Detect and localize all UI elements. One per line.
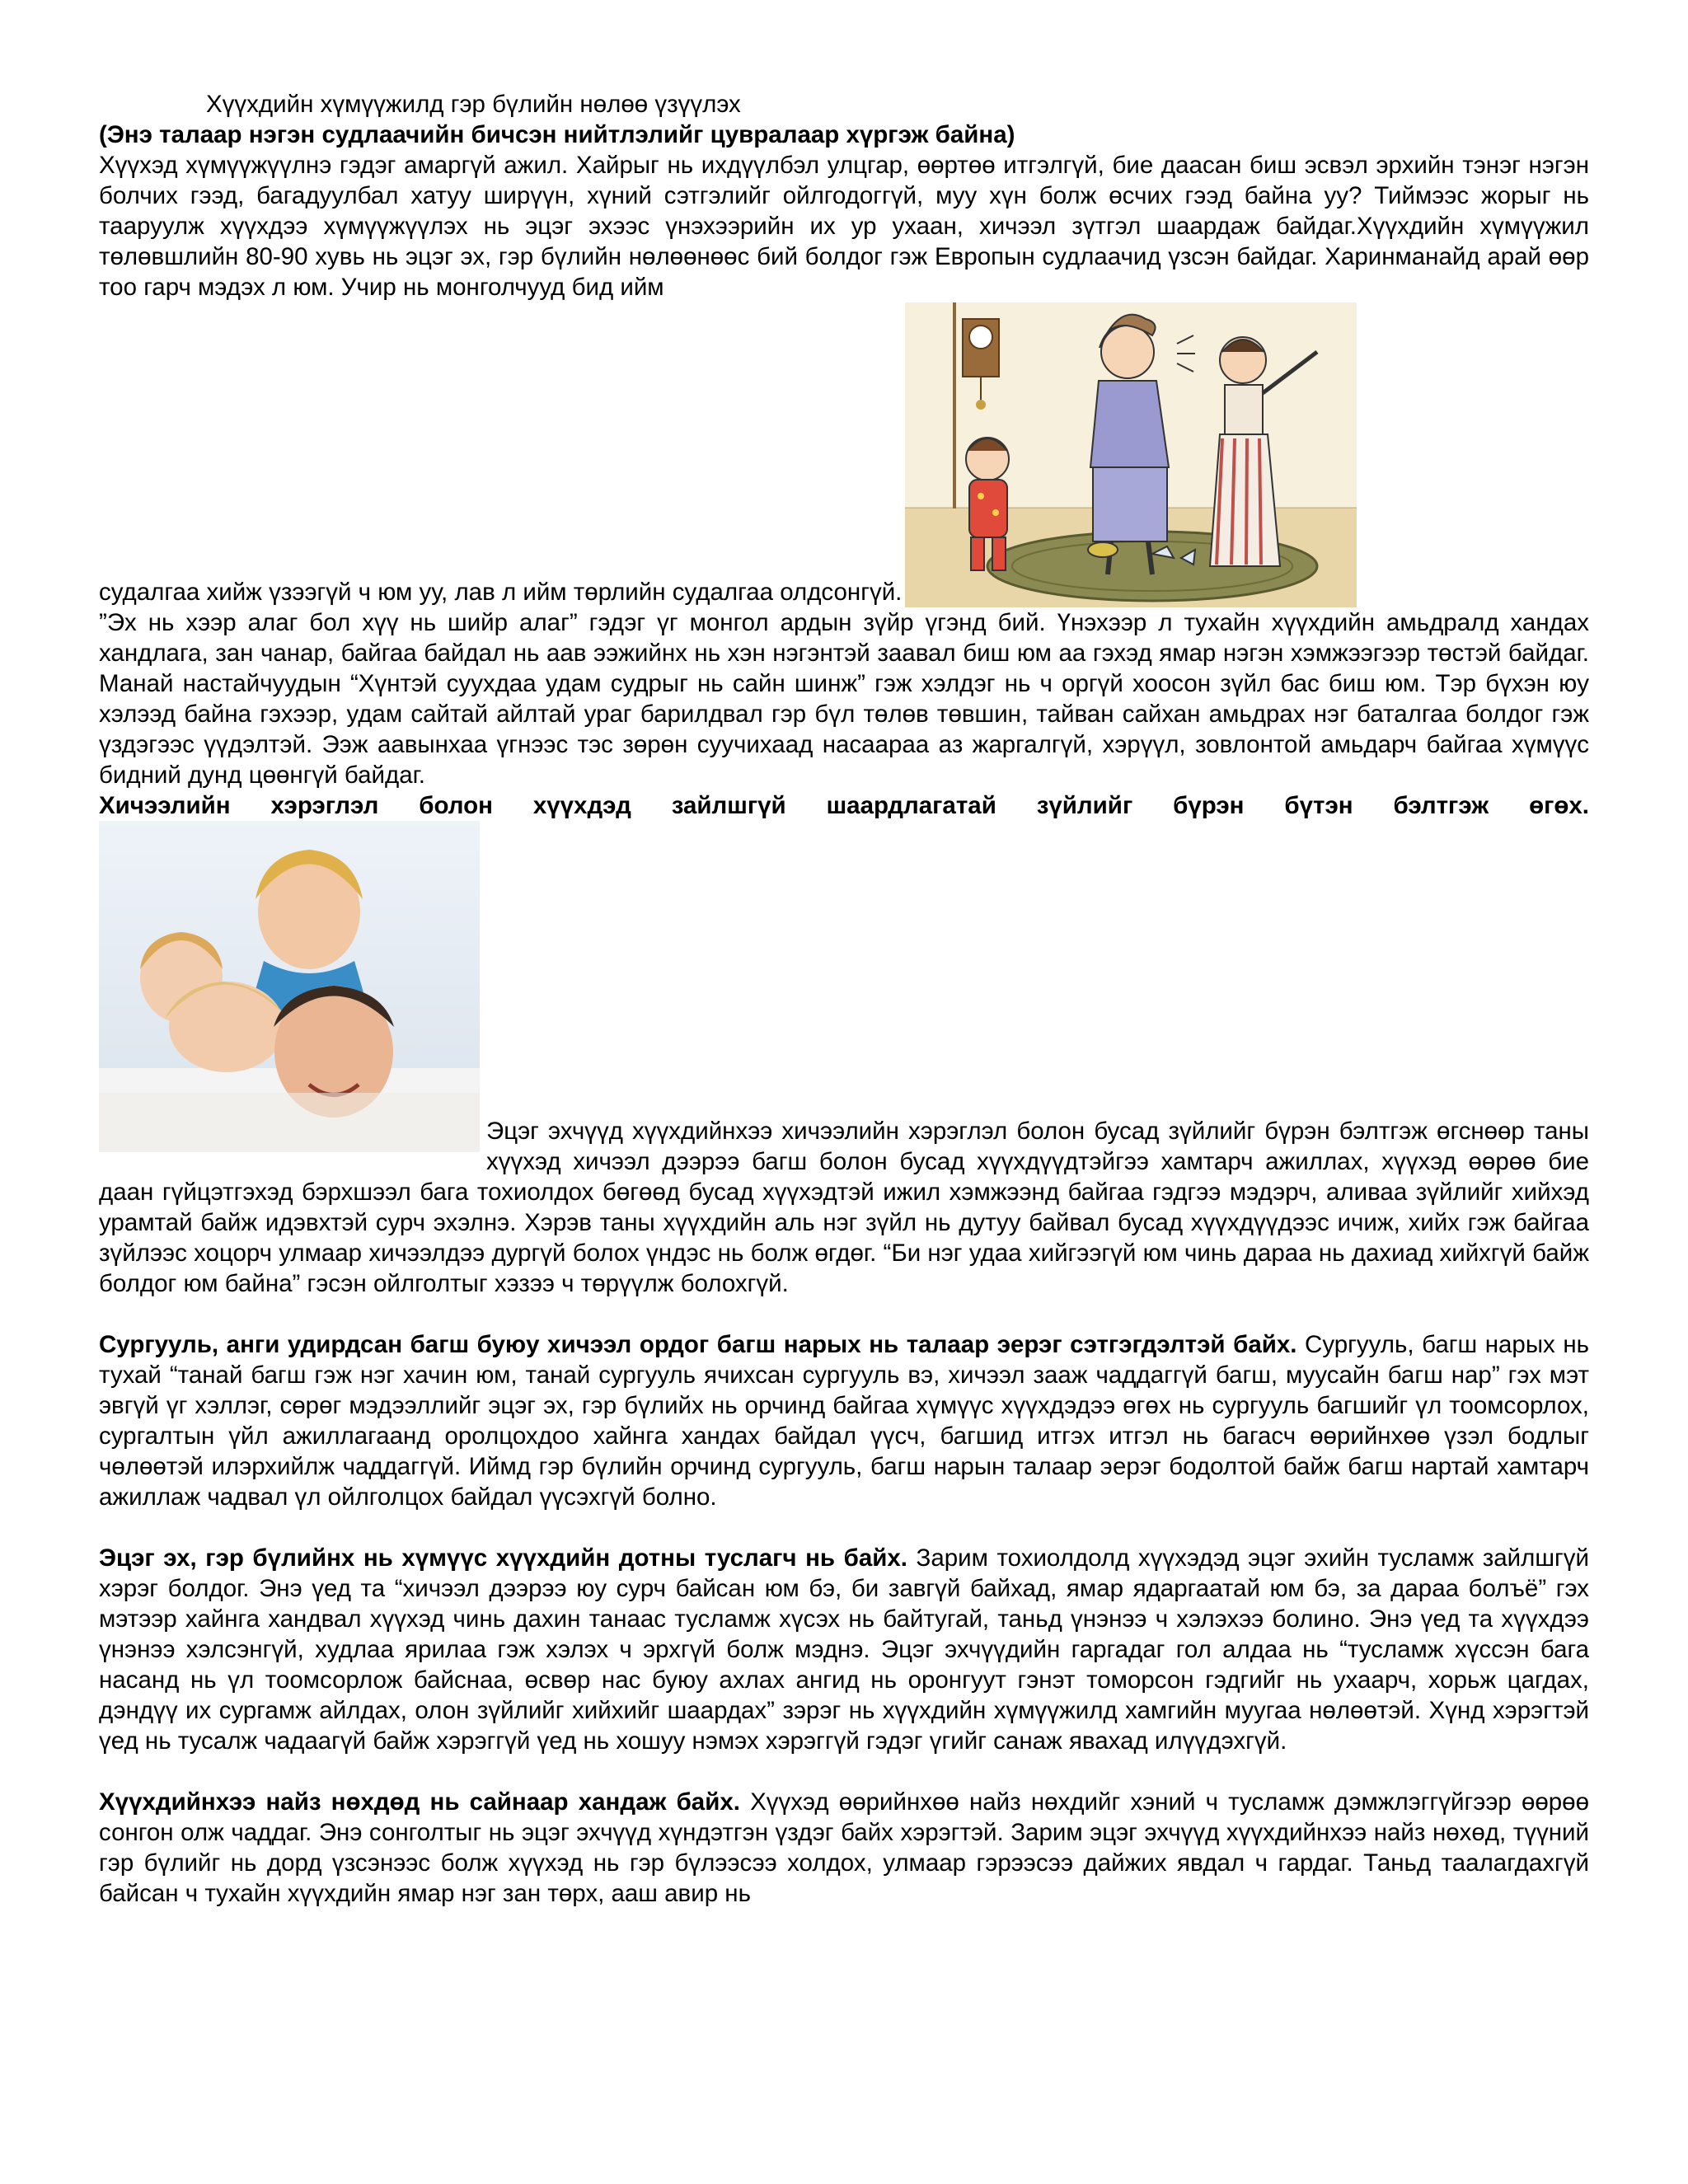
intro-paragraph: Хүүхэд хүмүүжүүлнэ гэдэг амаргүй ажил. Хайрыг нь ихдүүлбэл улцгар, өөртөө итгэлгүй, бие даасан биш эсвэл эрхийн тэнэг нэгэн болчих гээд, багадуулбал хатуу ширүүн, хүний сэтгэлийг ойлгодоггүй, муу хүн болж өсчих гээд байна уу? Тиймээс жорыг нь тааруулж хүүхдээ хүмүүжүүлэх нь эцэг эхээс үнэхээрийн их ур ухаан, хичээл зүтгэл шаардаж байдаг.Хүүхдийн хүмүүжил төлөвшлийн 80-90 хувь нь эцэг эх, гэр бүлийн нөлөөнөөс бий болдог гэж Европын судлаачид үзсэн байдаг. Харинманайд арай өөр тоо гарч мэдэх л юм. Учир нь монголчууд бид ийм [99,152,1589,301]
article-title: Хүүхдийн хүмүүжилд гэр бүлийн нөлөө үзүүлэх [206,91,741,118]
section4-paragraph [99,1787,1589,1909]
section4-heading: Хүүхдийнхээ найз нөхдөд нь сайнаар хандаж байх. [99,1788,740,1816]
photo-wrap [99,821,1589,1299]
intro-end-text: судалгаа хийж үзээгүй ч юм уу, лав л ийм төрлийн судалгаа олдсонгүй. [99,579,903,606]
happy-family-photo-image [99,821,480,1152]
section1-heading-text: Хичээлийн хэрэглэл болон хүүхдэд зайлшгүй шаардлагатай зүйлийг бүрэн бүтэн бэлтгэж өгөх. [99,792,1589,819]
section2-paragraph [99,1329,1589,1512]
document-page [99,89,1589,1909]
section2-heading: Сургууль, анги удирдсан багш буюу хичээл ордог багш нарых нь талаар эерэг сэтгэгдэлтэй байх. [99,1331,1297,1358]
section4-text: Хүүхэд өөрийнхөө найз нөхдийг хэний ч тусламж дэмжлэггүйгээр өөрөө сонгон олж чаддаг. Энэ сонголтыг нь эцэг эхчүүд хүндэтгэн үздэг байх хэрэгтэй. Зарим эцэг эхчүүд хүүхдийнхээ найз нөхөд, түүний гэр бүлийг нь дорд үзсэнээс болж хүүхэд нь гэр бүлээсээ холдох, улмаар гэрээсээ дайжих явдал ч гардаг. Таньд таалагдахгүй байсан ч тухайн хүүхдийн ямар нэг зан төрх, ааш авир нь [99,1788,1589,1907]
article-subtitle: (Энэ талаар нэгэн судлаачийн бичсэн нийтлэлийг цувралаар хүргэж байна) [99,121,1015,148]
section2-text: Сургууль, багш нарых нь тухай “танай багш гэж нэг хачин юм, танай сургууль ячихсан сургууль вэ, хичээл зааж чаддаггүй багш, муусайн багш нар” гэх мэт эвгүй үг хэллэг, сөрөг мэдээллийг эцэг эх, гэр бүлийх нь орчинд байгаа хүмүүс хүүхдэдээ өгөх нь сургууль багшийг үл тоомсорлох, сургалтын үйл ажиллагаанд оролцохдоо хайнга хандах байдал үүсч, багшид итгэх итгэл нь багасч өөрийнхөө үзэл бодлыг чөлөөтэй илэрхийлж чаддаггүй. Иймд гэр бүлийн орчинд сургууль, багш нарын талаар эерэг бодолтой байж багш нартай хамтарч ажиллаж чадвал үл ойлголцох байдал үүсэхгүй болно. [99,1331,1589,1511]
proverb-paragraph: ”Эх нь хээр алаг бол хүү нь шийр алаг” гэдэг үг монгол ардын зүйр үгэнд бий. Үнэхээр л тухайн хүүхдийн амьдралд хандах хандлага, зан чанар, байгаа байдал нь аав ээжийнх нь хэн нэгэнтэй заавал биш юм аа гэхэд ямар нэгэн хэмжээгээр төстэй байдаг. Манай настайчуудын “Хүнтэй суухдаа удам судрыг нь сайн шинж” гэж хэлдэг нь ч оргүй хоосон зүйл бас биш юм. Тэр бүхэн юу хэлээд байна гэхээр, удам сайтай айлтай ураг барилдвал гэр бүл төлөв төвшин, тайван сайхан амьдрах нэг баталгаа болдог гэж үздэгээс үүдэлтэй. Ээж аавынхаа үгнээс тэс зөрөн суучихаад насаараа аз жаргалгүй, хэрүүл, зовлонтой амьдарч байгаа хүмүүс бидний дунд цөөнгүй байдаг. [99,609,1589,789]
section3-heading: Эцэг эх, гэр бүлийнх нь хүмүүс хүүхдийн дотны туслагч нь байх. [99,1544,907,1572]
section3-paragraph [99,1543,1589,1756]
section3-text: Зарим тохиолдолд хүүхэдэд эцэг эхийн тусламж зайлшгүй хэрэг болдог. Энэ үед та “хичээл дээрээ юу сурч байсан юм бэ, би завгүй байхад, ямар ядаргаатай юм бэ, за дараа болъё” гэх мэтээр хайнга хандвал хүүхэд чинь дахин танаас тусламж хүсэх нь байтугай, таньд үнэнээ ч хэлэхээ болино. Энэ үед та хүүхдээ үнэнээ хэлсэнгүй, худлаа ярилаа гэж хэлэх ч эрхгүй болж мэднэ. Эцэг эхчүүдийн гаргадаг гол алдаа нь “тусламж хүссэн бага насанд нь үл тоомсорлож байснаа, өсвөр нас буюу ахлах ангид нь оронгуут гэнэт томорсон гэдгийг нь ухаарч, хорьж цагдах, дэндүү их сургамж айлдах, олон зүйлийг хийхийг шаардах” зэрэг нь хүүхдийн хүмүүжилд хамгийн муугаа нөлөөтэй. Хүнд хэрэгтэй үед нь тусалж чадаагүй байж хэрэггүй үед нь хошуу нэмэх хэрэггүй гэдэг үгийг санаж явахад илүүдэхгүй. [99,1544,1589,1755]
cartoon-family-argument-image [905,302,1357,607]
section1-heading [99,790,1589,821]
cartoon-figure-row [99,302,1589,607]
section1-paragraph: Эцэг эхчүүд хүүхдийнхээ хичээлийн хэрэглэл болон бусад зүйлийг бүрэн бэлтгэж өгснөөр таны хүүхэд хичээл дээрээ багш болон бусад хүүхдүүдтэйгээ хамтарч ажиллах, хүүхэд өөрөө бие даан гүйцэтгэхэд бэрхшээл бага тохиолдох бөгөөд бусад хүүхэдтэй ижил хэмжээнд байгаа гэдгээ мэдэрч, аливаа зүйлийг хийхэд урамтай байж идэвхтэй сурч эхэлнэ. Хэрэв таны хүүхдийн аль нэг зүйл нь дутуу байвал бусад хүүхдүүдээс ичиж, хийх гэж байгаа зүйлээс хоцорч улмаар хичээлдээ дургүй болох үндэс нь болж өгдөг. “Би нэг удаа хийгээгүй юм чинь дараа нь дахиад хийхгүй байж болдог юм байна” гэсэн ойлголтыг хэзээ ч төрүүлж болохгүй. [99,1118,1589,1297]
